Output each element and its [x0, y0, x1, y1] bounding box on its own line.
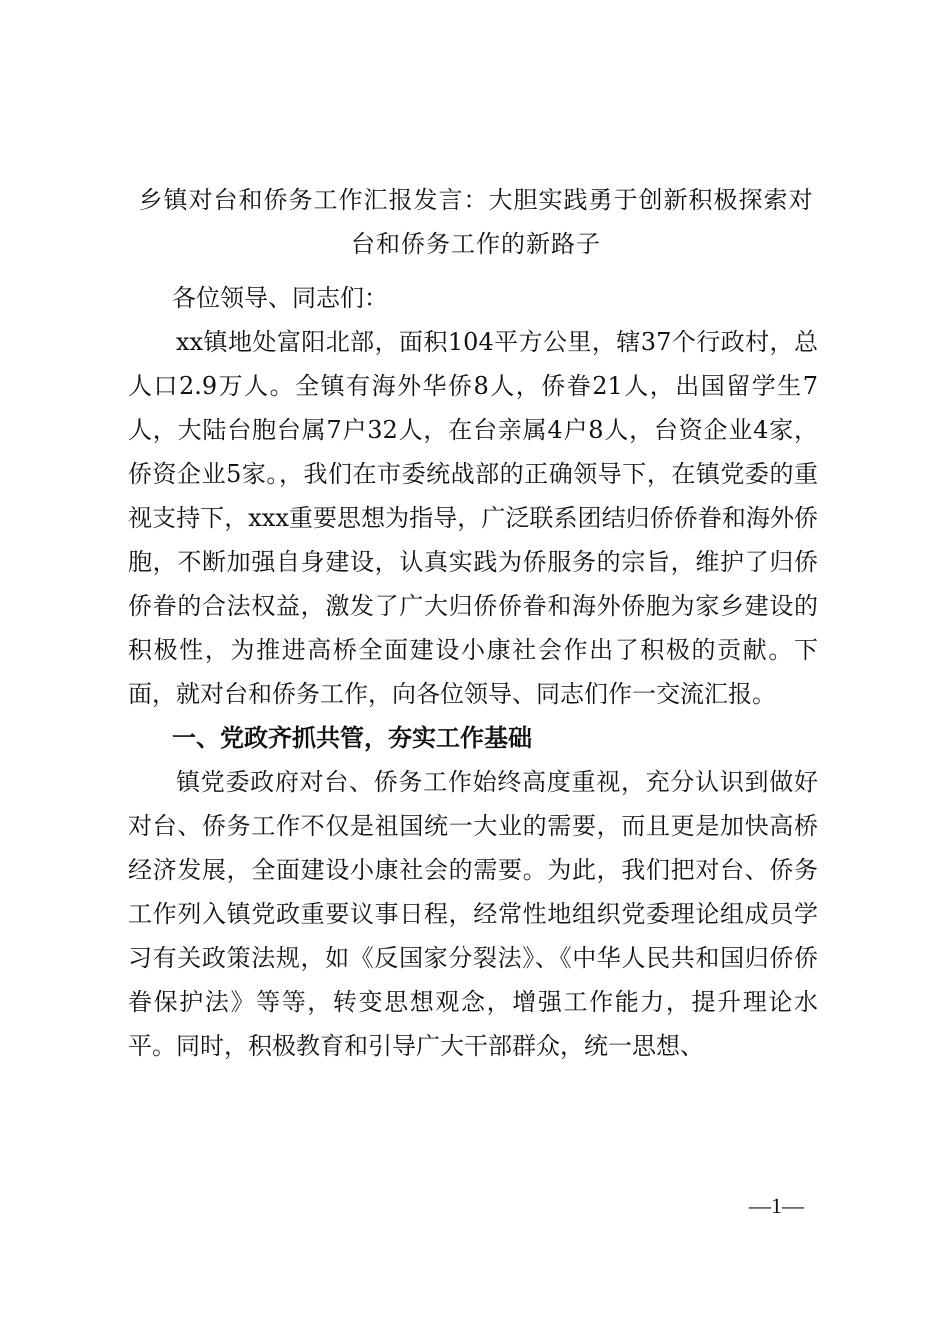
- section-heading-1: 一、党政齐抓共管，夯实工作基础: [172, 724, 532, 752]
- salutation: 各位领导、同志们：: [172, 284, 388, 312]
- paragraph-section-1: 镇党委政府对台、侨务工作始终高度重视，充分认识到做好对台、侨务工作不仅是祖国统一大业的需要，而且更是加快高桥经济发展，全面建设小康社会的需要。为此，我们把对台、侨务工作列入镇党政重要议事日程，经常性地组织党委理论组成员学习有关政策法规，如《反国家分裂法》、《中华人民共和国归侨侨眷保护法》等等，转变思想观念，增强工作能力，提升理论水平。同时，积极教育和引导广大干部群众，统一思想、: [128, 768, 818, 1060]
- paragraph-intro: xx镇地处富阳北部，面积104平方公里，辖37个行政村，总人口2.9万人。全镇有海外华侨8人，侨眷21人，出国留学生7人，大陆台胞台属7户32人，在台亲属4户8人，台资企业4家，侨资企业5家。，我们在市委统战部的正确领导下，在镇党委的重视支持下，xxx重要思想为指导，广泛联系团结归侨侨眷和海外侨胞，不断加强自身建设，认真实践为侨服务的宗旨，维护了归侨侨眷的合法权益，激发了广大归侨侨眷和海外侨胞为家乡建设的积极性，为推进高桥全面建设小康社会作出了积极的贡献。下面，就对台和侨务工作，向各位领导、同志们作一交流汇报。: [128, 328, 818, 708]
- document-title: 乡镇对台和侨务工作汇报发言：大胆实践勇于创新积极探索对台和侨务工作的新路子: [138, 186, 814, 258]
- page-number: —1—: [749, 1193, 804, 1218]
- document-body: [128, 276, 818, 1068]
